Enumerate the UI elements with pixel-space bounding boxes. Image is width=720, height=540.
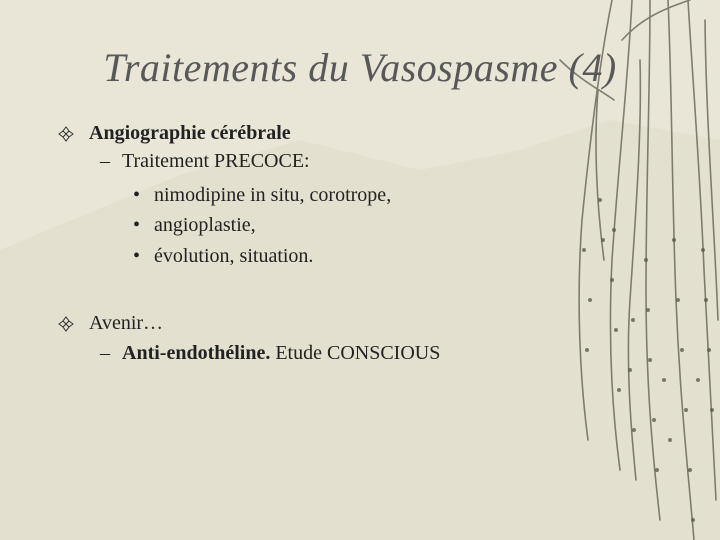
dot-marker: • [133,184,141,206]
point-angioplastie: angioplastie, [154,214,256,236]
slide-title: Traitements du Vasospasme (4) [103,45,617,90]
item-avenir: Avenir… [89,312,164,334]
sub-item-traitement: Traitement PRECOCE: [122,150,310,172]
diamond-bullet-icon [58,316,74,332]
dot-marker: • [133,214,141,236]
point-evolution: évolution, situation. [154,245,314,267]
etude-conscious: Etude CONSCIOUS [270,342,441,364]
sub-item-anti-endotheline [122,341,440,365]
dash-marker: – [100,150,110,172]
diamond-bullet-icon [58,126,74,142]
dot-marker: • [133,245,141,267]
item-angiographie: Angiographie cérébrale [89,122,291,144]
point-nimodipine: nimodipine in situ, corotrope, [154,184,392,206]
anti-endotheline-bold: Anti-endothéline. [122,342,271,364]
dash-marker: – [100,342,110,364]
